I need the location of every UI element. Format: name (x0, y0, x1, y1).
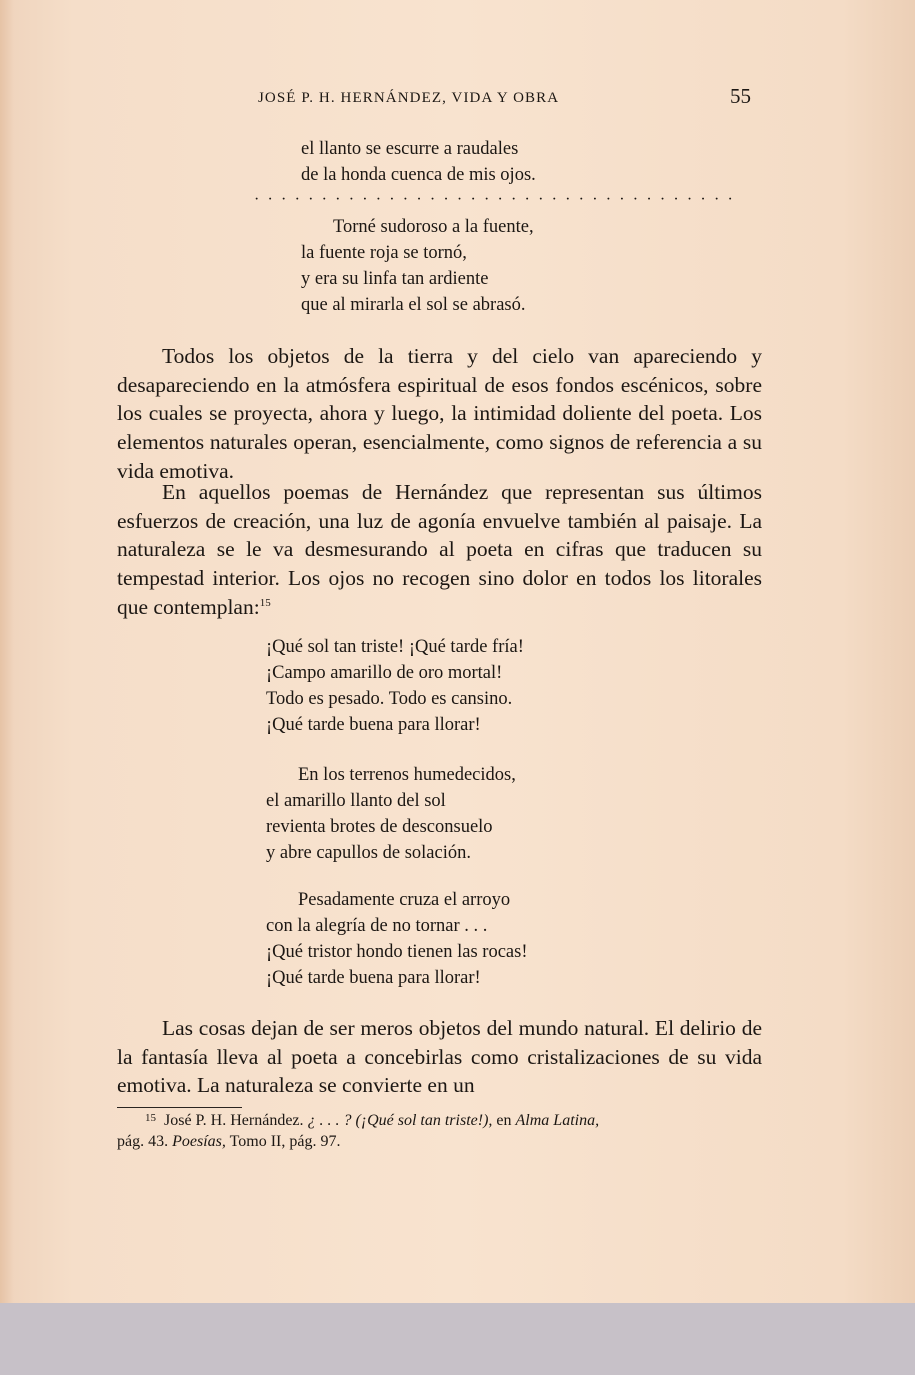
paragraph-objetos: Todos los objetos de la tierra y del cielo van apareciendo y desapareciendo en la atmósfera espiritual de esos fondos escénicos, sobre los cuales se proyecta, ahora y luego, la intimidad doliente del poeta. Los elementos naturales operan, esencialmente, como signos de referencia a su vida emotiva. (117, 344, 762, 483)
verse-line: En los terrenos humedecidos, (298, 765, 516, 785)
verse-line: la fuente roja se tornó, (301, 243, 467, 263)
footnote-author: José P. H. Hernández. (164, 1112, 304, 1129)
verse-fragment-fuente (301, 214, 534, 318)
footnote-page-ref: pág. 43. (117, 1133, 169, 1150)
poem-stanza-3 (266, 887, 528, 991)
poem-stanza-2 (266, 762, 516, 866)
verse-line: Todo es pesado. Todo es cansino. (266, 689, 513, 709)
verse-line: ¡Qué tristor hondo tienen las rocas! (266, 942, 528, 962)
verse-line: ¡Qué tarde buena para llorar! (266, 968, 481, 988)
verse-line: Pesadamente cruza el arroyo (298, 890, 511, 910)
verse-line: y era su linfa tan ardiente (301, 269, 489, 289)
verse-line: ¡Qué tarde buena para llorar! (266, 715, 481, 735)
running-head: JOSÉ P. H. HERNÁNDEZ, VIDA Y OBRA (258, 90, 560, 106)
ellipsis-dots: · · · · · · · · · · · · · · · · · · · · · · · · · · · · · · · · · · · · (254, 191, 735, 208)
verse-line: con la alegría de no tornar . . . (266, 916, 488, 936)
paragraph-text: En aquellos poemas de Hernández que representan sus últimos esfuerzos de creación, una luz de agonía envuelve también al paisaje. La naturaleza se le va desmesurando al poeta en cifras que traducen su tempestad interior. Los ojos no recogen sino dolor en todos los litorales que contemplan: (117, 480, 762, 619)
poem-stanza-1 (266, 634, 524, 738)
verse-line: de la honda cuenca de mis ojos. (301, 165, 536, 185)
paragraph-cosas: Las cosas dejan de ser meros objetos del mundo natural. El delirio de la fantasía lleva al poeta a concebirlas como cristalizaciones de su vida emotiva. La naturaleza se convierte en un (117, 1016, 762, 1098)
verse-line: ¡Campo amarillo de oro mortal! (266, 663, 503, 683)
footnote-reference: 15 (259, 596, 271, 609)
verse-line: Torné sudoroso a la fuente, (333, 217, 534, 237)
verse-fragment-top (301, 136, 536, 188)
footnote-connector: en (496, 1112, 512, 1129)
footnote-poem-title: (¡Qué sol tan triste!), (355, 1112, 493, 1129)
paragraph-ultimos-poemas (117, 478, 762, 622)
footnote-title-marks: ¿ . . . ? (307, 1112, 352, 1129)
verse-line: el llanto se escurre a raudales (301, 139, 519, 159)
verse-line: ¡Qué sol tan triste! ¡Qué tarde fría! (266, 637, 524, 657)
footnote-journal: Alma Latina, (515, 1112, 600, 1129)
verse-line: el amarillo llanto del sol (266, 791, 446, 811)
footnote-volume-ref: Tomo II, pág. 97. (229, 1133, 341, 1150)
footnote-number: 15 (145, 1112, 156, 1124)
footnote-book: Poesías, (172, 1133, 226, 1150)
footnote (117, 1108, 767, 1152)
verse-line: y abre capullos de solación. (266, 843, 471, 863)
verse-line: revienta brotes de desconsuelo (266, 817, 493, 837)
scan-background (0, 1303, 915, 1375)
page-number: 55 (730, 84, 751, 108)
verse-line: que al mirarla el sol se abrasó. (301, 295, 526, 315)
